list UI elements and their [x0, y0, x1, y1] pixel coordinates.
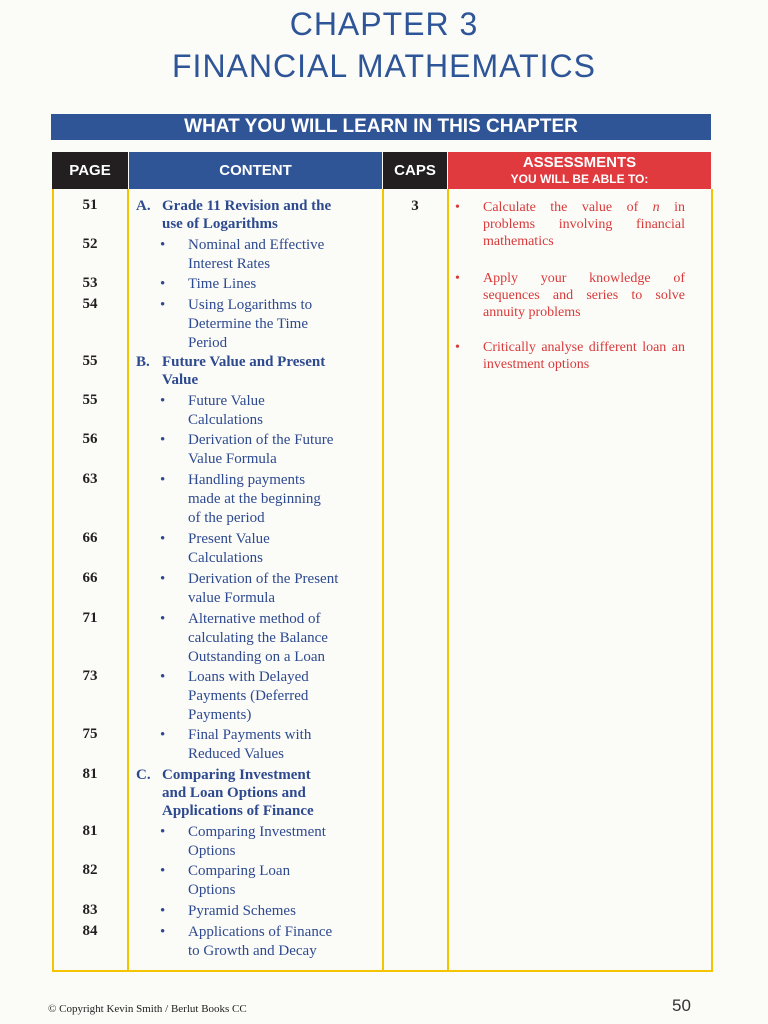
item-line: Using Logarithms to — [188, 297, 313, 313]
section-heading-line: Value — [162, 372, 199, 388]
bullet: • — [160, 611, 166, 627]
section-heading — [136, 353, 376, 389]
bullet: • — [455, 271, 460, 286]
section-heading-line: Comparing Investment — [162, 767, 311, 783]
header-assessments-subtitle: YOU WILL BE ABLE TO: — [510, 172, 649, 186]
bullet: • — [455, 340, 460, 355]
page-number: 84 — [82, 923, 98, 939]
list-item — [160, 726, 380, 764]
bullet: • — [160, 863, 166, 879]
item-line: Loans with Delayed — [188, 669, 309, 685]
item-line: Calculations — [188, 412, 263, 428]
item-line: Determine the Time — [188, 316, 308, 332]
item-line: Value Formula — [188, 451, 277, 467]
item-line: Derivation of the Future — [188, 432, 334, 448]
bullet: • — [160, 669, 166, 685]
list-item — [160, 923, 380, 961]
header-assessments — [448, 152, 711, 189]
bullet: • — [160, 571, 166, 587]
item-line: Interest Rates — [188, 256, 271, 272]
section-letter: B. — [136, 354, 150, 370]
item-line: Time Lines — [188, 276, 257, 292]
bullet: • — [160, 393, 166, 409]
list-item — [160, 431, 380, 469]
chapter-title: FINANCIAL MATHEMATICS — [172, 48, 596, 84]
caps-value: 3 — [411, 198, 419, 214]
item-line: Payments) — [188, 707, 252, 723]
item-line: Final Payments with — [188, 727, 312, 743]
variable-n: n — [652, 200, 660, 215]
bullet: • — [160, 903, 166, 919]
item-line: Present Value — [188, 531, 270, 547]
bullet: • — [160, 276, 166, 292]
list-item — [160, 275, 380, 294]
item-line: Pyramid Schemes — [188, 903, 296, 919]
assessment-item — [455, 270, 685, 321]
item-line: Reduced Values — [188, 746, 284, 762]
section-letter: C. — [136, 767, 151, 783]
page-number: 66 — [82, 570, 98, 586]
list-item — [160, 862, 380, 900]
page-number: 73 — [82, 668, 98, 684]
list-item — [160, 392, 380, 430]
header-caps: CAPS — [383, 152, 447, 189]
page-number: 71 — [82, 610, 98, 626]
section-heading-line: Grade 11 Revision and the — [162, 198, 332, 214]
list-item — [160, 668, 380, 725]
item-line: Comparing Investment — [188, 824, 326, 840]
page-number: 53 — [82, 275, 98, 291]
bullet: • — [160, 824, 166, 840]
page-number: 81 — [82, 823, 98, 839]
item-line: Applications of Finance — [188, 924, 333, 940]
item-line: Payments (Deferred — [188, 688, 309, 704]
assessment-text: Apply your knowledge of sequences and series to solve annuity problems — [483, 271, 685, 320]
page-number: 56 — [82, 431, 98, 447]
page-number: 52 — [82, 236, 98, 252]
list-item — [160, 610, 380, 667]
list-item — [160, 236, 380, 274]
assessment-text-part: Calculate the value of — [483, 200, 653, 215]
section-banner: WHAT YOU WILL LEARN IN THIS CHAPTER — [51, 114, 711, 140]
page-number: 82 — [82, 862, 98, 878]
section-letter: A. — [136, 198, 151, 214]
bullet: • — [160, 297, 166, 313]
item-line: Future Value — [188, 393, 265, 409]
item-line: value Formula — [188, 590, 276, 606]
item-line: to Growth and Decay — [188, 943, 317, 959]
page-number: 51 — [82, 197, 98, 213]
header-assessments-title: ASSESSMENTS — [522, 154, 637, 171]
item-line: Options — [188, 882, 236, 898]
page-number: 81 — [82, 766, 98, 782]
section-heading — [136, 197, 376, 233]
list-item — [160, 570, 380, 608]
list-item — [160, 296, 380, 353]
column-divider — [382, 189, 384, 970]
bullet: • — [160, 531, 166, 547]
list-item — [160, 902, 380, 921]
list-item — [160, 530, 380, 568]
bullet: • — [455, 200, 460, 215]
section-heading-line: Applications of Finance — [162, 803, 314, 819]
item-line: Alternative method of — [188, 611, 321, 627]
item-line: Comparing Loan — [188, 863, 291, 879]
page-number: 83 — [82, 902, 98, 918]
section-heading-line: use of Logarithms — [162, 216, 278, 232]
page-number: 55 — [82, 392, 98, 408]
header-page: PAGE — [52, 152, 128, 189]
section-heading-line: and Loan Options and — [162, 785, 306, 801]
bullet: • — [160, 727, 166, 743]
assessment-item — [455, 199, 685, 250]
list-item — [160, 471, 380, 528]
page-number-footer: 50 — [672, 996, 691, 1015]
page-number: 75 — [82, 726, 98, 742]
item-line: Calculations — [188, 550, 263, 566]
list-item — [160, 823, 380, 861]
section-heading-line: Future Value and Present — [162, 354, 326, 370]
item-line: Handling payments — [188, 472, 306, 488]
item-line: Nominal and Effective — [188, 237, 325, 253]
item-line: Options — [188, 843, 236, 859]
item-line: Period — [188, 335, 228, 351]
section-heading — [136, 766, 376, 820]
bullet: • — [160, 432, 166, 448]
item-line: calculating the Balance — [188, 630, 328, 646]
page-number: 66 — [82, 530, 98, 546]
assessment-text-part: in problems involving financial mathematics — [483, 200, 685, 249]
header-content: CONTENT — [129, 152, 382, 189]
item-line: of the period — [188, 510, 265, 526]
item-line: made at the beginning — [188, 491, 321, 507]
chapter-number: CHAPTER 3 — [289, 6, 479, 42]
page-number: 55 — [82, 353, 98, 369]
bullet: • — [160, 237, 166, 253]
column-divider — [447, 189, 449, 970]
page-number: 54 — [82, 296, 98, 312]
bullet: • — [160, 472, 166, 488]
page-number: 63 — [82, 471, 98, 487]
item-line: Derivation of the Present — [188, 571, 339, 587]
copyright-footer: © Copyright Kevin Smith / Berlut Books CC — [48, 1003, 247, 1015]
assessment-text: Critically analyse different loan an investment options — [483, 340, 685, 372]
assessment-item — [455, 339, 685, 373]
assessment-text — [455, 199, 685, 250]
item-line: Outstanding on a Loan — [188, 649, 326, 665]
bullet: • — [160, 924, 166, 940]
